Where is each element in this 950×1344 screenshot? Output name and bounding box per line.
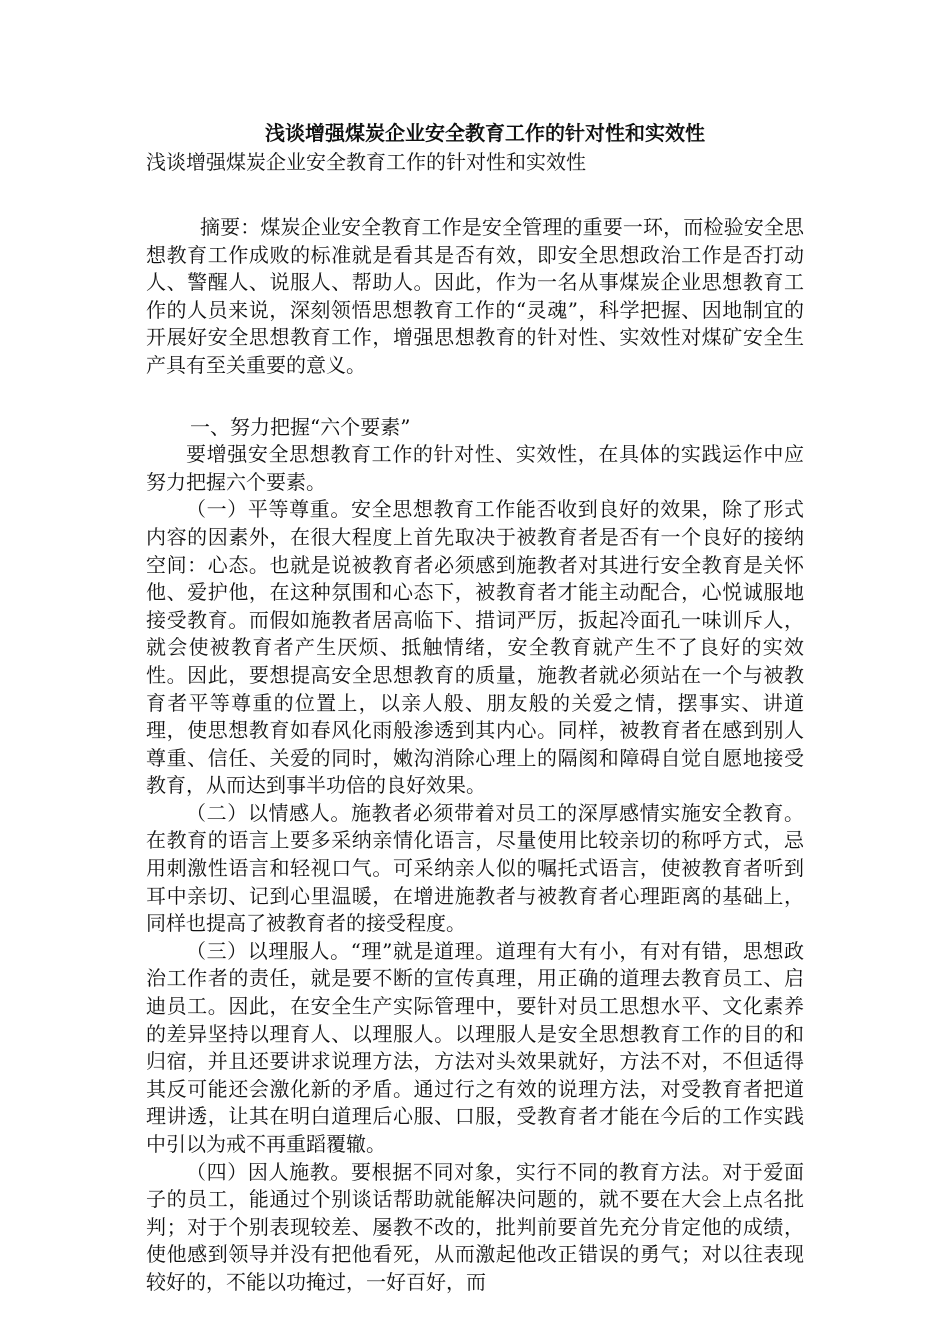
intro-paragraph: 要增强安全思想教育工作的针对性、实效性，在具体的实践运作中应努力把握六个要素。 <box>146 442 804 494</box>
document-subtitle: 浅谈增强煤炭企业安全教育工作的针对性和实效性 <box>146 150 586 174</box>
item-3-paragraph: （三）以理服人。“理”就是道理。道理有大有小，有对有错，思想政治工作者的责任，就是要不断的宣传真理，用正确的道理去教育员工、启迪员工。因此，在安全生产实际管理中，要针对员工思想水平、文化素养的差异坚持以理育人、以理服人。以理服人是安全思想教育工作的目的和归宿，并且还要讲求说理方法，方法对头效果就好，方法不对，不但适得其反可能还会激化新的矛盾。通过行之有效的说理方法，对受教育者把道理讲透，让其在明白道理后心服、口服，受教育者才能在今后的工作实践中引以为戒不再重蹈覆辙。 <box>146 938 804 1156</box>
section-heading: 一、努力把握“六个要素” <box>190 414 411 439</box>
abstract-paragraph: 摘要：煤炭企业安全教育工作是安全管理的重要一环，而检验安全思想教育工作成败的标准就是看其是否有效，即安全思想政治工作是否打动人、警醒人、说服人、帮助人。因此，作为一名从事煤炭企业思想教育工作的人员来说，深刻领悟思想教育工作的“灵魂”，科学把握、因地制宜的开展好安全思想教育工作，增强思想教育的针对性、实效性对煤矿安全生产具有至关重要的意义。 <box>146 215 804 377</box>
document-title: 浅谈增强煤炭企业安全教育工作的针对性和实效性 <box>265 121 705 145</box>
item-4-paragraph: （四）因人施教。要根据不同对象，实行不同的教育方法。对于爱面子的员工，能通过个别谈话帮助就能解决问题的，就不要在大会上点名批判；对于个别表现较差、屡教不改的，批判前要首先充分肯定他的成绩，使他感到领导并没有把他看死，从而激起他改正错误的勇气；对以往表现较好的，不能以功掩过，一好百好，而 <box>146 1159 804 1294</box>
item-2-paragraph: （二）以情感人。施教者必须带着对员工的深厚感情实施安全教育。在教育的语言上要多采纳亲情化语言，尽量使用比较亲切的称呼方式，忌用刺激性语言和轻视口气。可采纳亲人似的嘱托式语言，使被教育者听到耳中亲切、记到心里温暖，在增进施教者与被教育者心理距离的基础上，同样也提高了被教育者的接受程度。 <box>146 800 804 936</box>
document-page <box>146 118 804 1297</box>
item-1-paragraph: （一）平等尊重。安全思想教育工作能否收到良好的效果，除了形式内容的因素外，在很大程度上首先取决于被教育者是否有一个良好的接纳空间：心态。也就是说被教育者必须感到施教者对其进行安全教育是关怀他、爱护他，在这种氛围和心态下，被教育者才能主动配合，心悦诚服地接受教育。而假如施教者居高临下、措词严厉，扳起冷面孔一味训斥人，就会使被教育者产生厌烦、抵触情绪，安全教育就产生不了良好的实效性。因此，要想提高安全思想教育的质量，施教者就必须站在一个与被教育者平等尊重的位置上，以亲人般、朋友般的关爱之情，摆事实、讲道理，使思想教育如春风化雨般渗透到其内心。同样，被教育者在感到别人尊重、信任、关爱的同时，嫩沟消除心理上的隔阂和障碍自觉自愿地接受教育，从而达到事半功倍的良好效果。 <box>146 497 804 798</box>
